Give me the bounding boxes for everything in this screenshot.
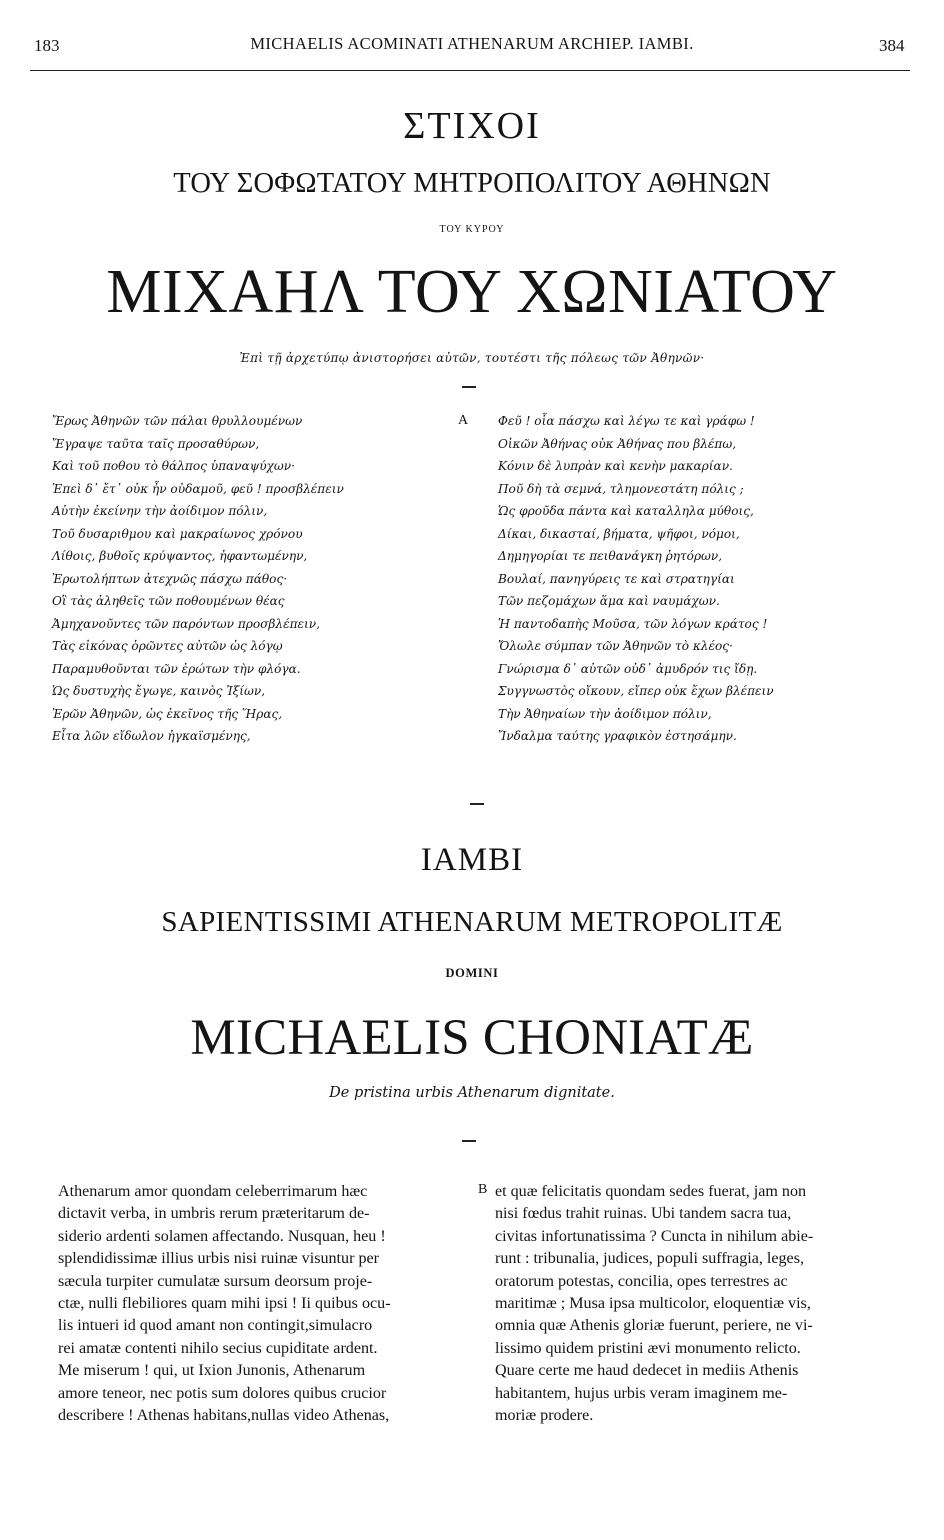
latin-title-domini: DOMINI <box>445 966 499 980</box>
greek-title-stichoi: ΣΤΙΧΟΙ <box>403 105 541 147</box>
greek-subtitle: Ἐπὶ τῇ ἀρχετύπῳ ἀνιστορήσει αὐτῶν, τουτέστι τῆς πόλεως τῶν Ἀθηνῶν· <box>239 351 705 365</box>
greek-verse-line: Παραμυθοῦνται τῶν ἐρώτων τὴν φλόγα. <box>52 661 301 676</box>
greek-title-kyrou: ΤΟΥ ΚΥΡΟΥ <box>439 224 505 235</box>
greek-verse-line: Κόνιν δὲ λυπρὰν καὶ κενὴν μακαρίαν. <box>498 459 733 473</box>
greek-verse-line: Ἀμηχανοῦντες τῶν παρόντων προσβλέπειν, <box>52 616 320 631</box>
latin-prose-line: ctæ, nulli flebiliores quam mihi ipsi ! Ii quibus ocu- <box>58 1294 391 1312</box>
greek-verse-line: Οἳ τὰς ἀληθεῖς τῶν ποθουμένων θέας <box>52 594 285 608</box>
page-number-left: 183 <box>34 36 60 55</box>
latin-prose-line: oratorum potestas, concilia, opes terrestres ac <box>495 1272 788 1290</box>
latin-prose-line: Quare certe me haud dedecet in mediis Athenis <box>495 1362 799 1380</box>
latin-prose-line: amore teneor, nec potis sum dolores quibus crucior <box>58 1384 387 1402</box>
latin-separator <box>462 1140 476 1142</box>
greek-verse-line: Τὴν Ἀθηναίων τὴν ἀοίδιμον πόλιν, <box>498 706 712 721</box>
latin-prose-line: lis intueri id quod amant non contingit,simulacro <box>58 1317 373 1335</box>
greek-verse-line: Ὄλωλε σύμπαν τῶν Ἀθηνῶν τὸ κλέος· <box>498 639 733 653</box>
page-number-right: 384 <box>879 36 905 55</box>
greek-verse-line: Δίκαι, δικασταί, βήματα, ψῆφοι, νόμοι, <box>498 526 740 541</box>
greek-separator <box>462 386 476 388</box>
greek-verse-line: Ἡ παντοδαπὴς Μοῦσα, τῶν λόγων κράτος ! <box>498 616 768 631</box>
latin-prose-line: habitantem, hujus urbis veram imaginem me- <box>495 1384 788 1402</box>
greek-verse-line: Ἐπεὶ δ᾽ ἔτ᾽ οὐκ ἦν οὐδαμοῦ, φεῦ ! προσβλέπειν <box>52 481 344 496</box>
greek-verse-line: Καὶ τοῦ ποθου τὸ θάλπος ὑπαναψύχων· <box>52 459 295 473</box>
column-marker-b: B <box>478 1182 488 1197</box>
latin-prose-line: omnia quæ Athenis gloriæ fuerunt, periere, ne vi- <box>495 1317 813 1335</box>
running-title: MICHAELIS ACOMINATI ATHENARUM ARCHIEP. IAMBI. <box>250 34 694 53</box>
greek-verse-line: Συγγνωστὸς οἴκουν, εἴπερ οὐκ ἔχων βλέπειν <box>498 684 774 698</box>
latin-prose-line: et quæ felicitatis quondam sedes fuerat, jam non <box>495 1183 807 1200</box>
latin-prose-line: runt : tribunalia, judices, populi suffragia, leges, <box>495 1250 804 1268</box>
latin-prose-line: dictavit verba, in umbris rerum præteritarum de- <box>58 1205 370 1223</box>
greek-verse-line: Λίθοις, βυθοῖς κρύψαντος, ἠφαντωμένην, <box>52 549 308 563</box>
greek-verse-line: Ἴνδαλμα ταύτης γραφικὸν ἐστησάμην. <box>498 729 737 743</box>
greek-verse-line: Γνώρισμα δ᾽ αὐτῶν οὐδ᾽ ἀμυδρόν τις ἴδῃ. <box>498 661 758 676</box>
greek-verse-line: Ὡς φροῦδα πάντα καὶ καταλληλα μύθοις, <box>498 504 754 518</box>
latin-prose-line: moriæ prodere. <box>495 1406 594 1424</box>
section-separator <box>470 803 484 805</box>
greek-verse-line: Ἐρωτολήπτων ἀτεχνῶς πάσχω πάθος· <box>52 571 288 586</box>
latin-prose-left-column <box>58 1181 391 1427</box>
greek-verse-line: Φεῦ ! οἷα πάσχω καὶ λέγω τε καὶ γράφω ! <box>498 414 755 428</box>
greek-verse-line: Αὐτὴν ἐκείνην τὴν ἀοίδιμον πόλιν, <box>52 504 268 518</box>
greek-title-metropolitan: ΤΟΥ ΣΟΦΩΤΑΤΟΥ ΜΗΤΡΟΠΟΛΙΤΟΥ ΑΘΗΝΩΝ <box>173 168 771 199</box>
greek-verse-line: Ἔγραψε ταῦτα ταῖς προσαθύρων, <box>52 436 260 451</box>
latin-prose-line: lissimo quidem pristini ævi monumento relicto. <box>495 1339 801 1357</box>
greek-verse-line: Τῶν πεζομάχων ἅμα καὶ ναυμάχων. <box>498 594 720 608</box>
greek-title-author: ΜΙΧΑΗΛ ΤΟΥ ΧΩΝΙΑΤΟΥ <box>106 258 838 326</box>
greek-verse-line: Τὰς εἰκόνας ὁρῶντες αὐτῶν ὡς λόγῳ <box>52 639 283 653</box>
latin-prose-line: siderio ardenti solamen affectando. Nusquan, heu ! <box>58 1227 386 1245</box>
greek-verse-left-column <box>52 410 344 748</box>
latin-prose-line: Athenarum amor quondam celeberrimarum hæc <box>58 1183 368 1200</box>
latin-subtitle: De pristina urbis Athenarum dignitate. <box>329 1085 615 1101</box>
latin-prose-line: maritimæ ; Musa ipsa multicolor, eloquentiæ vis, <box>495 1294 811 1312</box>
latin-prose-line: describere ! Athenas habitans,nullas video Athenas, <box>58 1406 390 1424</box>
latin-title-iambi: IAMBI <box>420 842 524 878</box>
latin-title-metropolitae: SAPIENTISSIMI ATHENARUM METROPOLITÆ <box>161 906 783 938</box>
greek-verse-line: Εἶτα λῶν εἴδωλον ἠγκαϊσμένης, <box>52 729 251 743</box>
latin-title-author: MICHAELIS CHONIATÆ <box>190 1010 754 1066</box>
greek-verse-line: Ποῦ δὴ τὰ σεμνά, τλημονεστάτη πόλις ; <box>498 481 744 496</box>
greek-verse-line: Ἔρως Ἀθηνῶν τῶν πάλαι θρυλλουμένων <box>52 414 303 428</box>
greek-verse-line: Ὡς δυστυχὴς ἔγωγε, καινὸς Ἰξίων, <box>52 684 266 698</box>
greek-verse-line: Ἐρῶν Ἀθηνῶν, ὡς ἐκεῖνος τῆς Ἥρας, <box>52 706 283 721</box>
latin-prose-line: splendidissimæ illius urbis nisi ruinæ visuntur per <box>58 1250 379 1268</box>
latin-prose-line: civitas infortunatissima ? Cuncta in nihilum abie- <box>495 1227 814 1245</box>
latin-prose-line: sæcula turpiter cumulatæ sursum deorsum proje- <box>58 1272 373 1290</box>
greek-verse-line: Βουλαί, πανηγύρεις τε καὶ στρατηγίαι <box>498 571 735 586</box>
greek-verse-line: Δημηγορίαι τε πειθανάγκη ῥητόρων, <box>498 549 723 563</box>
latin-prose-right-column <box>495 1181 813 1427</box>
column-marker-a: A <box>458 413 469 428</box>
greek-verse-line: Οἰκῶν Ἀθήνας οὐκ Ἀθήνας που βλέπω, <box>498 436 737 451</box>
greek-verse-line: Τοῦ δυσαριθμου καὶ μακραίωνος χρόνου <box>52 526 303 541</box>
latin-prose-line: nisi fœdus trahit ruinas. Ubi tandem sacra tua, <box>495 1205 792 1223</box>
header-rule <box>30 70 910 71</box>
greek-verse-right-column <box>498 410 774 748</box>
latin-prose-line: rei amatæ contenti nihilo secius cupiditate ardent. <box>58 1339 378 1357</box>
latin-prose-line: Me miserum ! qui, ut Ixion Junonis, Athenarum <box>58 1362 366 1380</box>
